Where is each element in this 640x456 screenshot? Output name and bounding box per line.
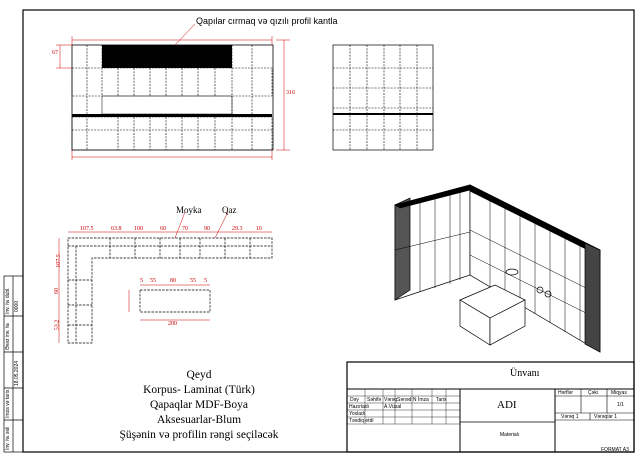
- col-header: Sənəd N: [397, 397, 417, 403]
- front-elevation: [56, 24, 290, 160]
- island-dim: 80: [170, 278, 176, 284]
- side-label: İmza və tarix: [5, 389, 11, 418]
- row-label: Hazırladı: [349, 404, 370, 410]
- sink-label: Moyka: [176, 205, 202, 215]
- row-label: Yoxladı: [349, 411, 366, 417]
- facade-callout: Qapılar cırmaq və qızılı profil kantla: [196, 16, 338, 26]
- side-label: İnv. № əsli: [5, 426, 11, 450]
- side-elevation: [333, 45, 433, 150]
- side-date: 18.05.2024: [14, 360, 20, 386]
- island-dim: 55: [150, 278, 156, 284]
- plan-dim: 60: [160, 226, 166, 232]
- col-header: İmza: [418, 397, 429, 403]
- note-block: [104, 368, 294, 443]
- scale-value: 1/1: [617, 402, 624, 408]
- island-plan: [140, 290, 210, 312]
- note-title: Qeyd: [186, 369, 212, 381]
- address-label: Ünvanı: [510, 368, 540, 379]
- row-value: A.Vüsal: [384, 404, 402, 410]
- plan-left-dim: 53.2: [54, 319, 61, 331]
- col-header: Vərəq: [384, 397, 398, 403]
- col-header: Tarix: [436, 397, 447, 403]
- sheets-label: Vərəqlər 1: [594, 414, 618, 420]
- island-dim: 5: [140, 278, 143, 284]
- col-header: Dəy: [350, 397, 359, 403]
- name-label: ADI: [497, 399, 517, 411]
- island-dim: 5: [204, 278, 207, 284]
- side-code: 0000: [14, 300, 20, 312]
- stove-label: Qaz: [222, 205, 237, 215]
- plan-dim: 29.3: [232, 226, 243, 232]
- right-header: Miqyas: [611, 390, 627, 396]
- plan-left-dim: 107.5: [55, 254, 62, 268]
- plan-dim: 70: [182, 226, 188, 232]
- note-line: Korpus- Laminat (Türk): [143, 384, 255, 396]
- format-label: FORMAT A3: [601, 447, 629, 453]
- plan-dim: 100: [134, 226, 143, 232]
- isometric-view: [395, 185, 600, 352]
- plan-left-dim: 60: [54, 288, 60, 294]
- plan-dim: 63.8: [111, 226, 122, 232]
- right-header: Hərflər: [558, 390, 574, 396]
- island-width: 200: [168, 321, 177, 327]
- plan-dim: 107.5: [80, 226, 94, 232]
- plan-dim: 16: [256, 226, 262, 232]
- material-label: Materialı: [500, 432, 520, 438]
- island-dim: 55: [190, 278, 196, 284]
- right-header: Çəki: [588, 390, 599, 396]
- col-header: Səhifə: [367, 397, 382, 403]
- side-label: İnv. № dubl.: [5, 287, 11, 314]
- note-line: Şüşənin və profilin rəngi seçiləcək: [119, 429, 279, 441]
- plan-dim: 90: [204, 226, 210, 232]
- sheet-label: Vərəq 1: [561, 414, 579, 420]
- note-line: Aksesuarlar-Blum: [156, 414, 242, 426]
- dim-height-right: 316: [286, 90, 295, 96]
- row-label: Təsdiq etdi: [349, 418, 374, 424]
- dim-height-left: 67: [52, 50, 58, 56]
- note-line: Qapaqlar MDF-Boya: [149, 399, 249, 411]
- side-label: Əvəz inv. №: [5, 322, 11, 350]
